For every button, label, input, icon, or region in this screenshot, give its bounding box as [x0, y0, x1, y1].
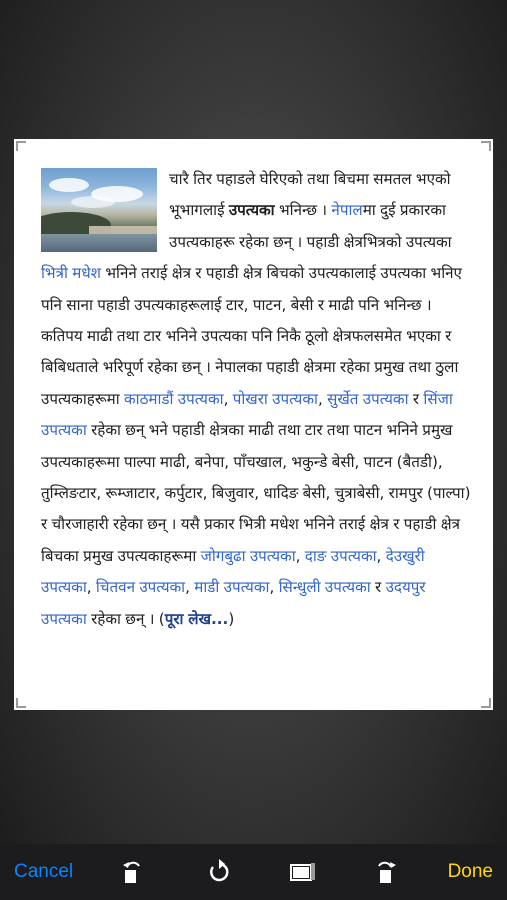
reset-rotation-icon[interactable]: [205, 858, 233, 886]
link-madi-valley[interactable]: माडी उपत्यका: [194, 578, 270, 597]
crop-corner-bottom-left[interactable]: [16, 698, 26, 708]
link-bhitri-madhesh[interactable]: भित्री मधेश: [41, 264, 102, 283]
cloud-shape: [49, 178, 89, 192]
link-pokhara-valley[interactable]: पोखरा उपत्यका: [232, 389, 318, 408]
read-more-link[interactable]: पूरा लेख...: [164, 609, 229, 628]
separator: ,: [295, 546, 305, 565]
crop-corner-bottom-right[interactable]: [481, 698, 491, 708]
lake-shape: [41, 234, 157, 252]
link-dang-valley[interactable]: दाङ उपत्यका: [304, 546, 377, 565]
text-run: रहेका छन् । (: [86, 609, 165, 628]
separator: ,: [223, 389, 233, 408]
separator: ,: [185, 578, 195, 597]
text-run: भनिने तराई क्षेत्र र पहाडी क्षेत्र बिचको उपत्यकालाई उपत्यका भनिए पनि साना पहाडी उपत्यकाहरूलाई टार, पाटन, बेसी र माढी पनि भनिन्छ । कतिपय माढी तथा टार भनिने उपत्यका पनि निकै ठूलो क्षेत्रफलसमेत भएका र बिबिधताले भरिपूर्ण रहेका छन् । नेपालका पहाडी क्षेत्रमा रहेका प्रमुख तथा ठुला उपत्यकाहरूमा: [41, 264, 462, 408]
article-text: [41, 164, 471, 635]
link-sinja-valley[interactable]: सिंजा उपत्यका: [41, 389, 453, 440]
bold-term: उपत्यका: [228, 201, 275, 220]
edit-toolbar: [0, 844, 507, 900]
rotate-right-icon[interactable]: [374, 858, 402, 886]
text-run: रहेका छन् भने पहाडी क्षेत्रका माढी तथा टार तथा पाटन भनिने प्रमुख उपत्यकाहरूमा पाल्पा माढी, बनेपा, पाँचखाल, भकुन्डे बेसी, पाटन (बैतडी), तुम्लिङटार, रूम्जाटार, कर्पुटार, बिजुवार, धादिङ बेसी, चुत्राबेसी, रामपुर (पाल्पा) र चौरजाहारी रहेका छन् । यसै प्रकार भित्री मधेश भनिने तराई क्षेत्र र पहाडी क्षेत्र बिचका प्रमुख उपत्यकाहरूमा: [41, 421, 471, 565]
separator: ,: [269, 578, 279, 597]
separator: ,: [376, 546, 386, 565]
link-udayapur-valley[interactable]: उदयपुर उपत्यका: [41, 578, 426, 628]
text-run: ): [228, 609, 235, 628]
crop-corner-top-right[interactable]: [481, 141, 491, 151]
valley-image: [41, 168, 157, 252]
text-run: भनिन्छ ।: [274, 201, 332, 220]
text-run: चारै तिर पहाडले घेरिएको तथा बिचमा समतल भएको भूभागलाई: [169, 170, 451, 220]
text-run: र: [370, 578, 386, 597]
separator: ,: [86, 578, 96, 597]
rotate-left-icon[interactable]: [119, 858, 147, 886]
done-button[interactable]: Done: [447, 861, 493, 882]
cancel-button[interactable]: Cancel: [14, 861, 74, 882]
scanned-document: [14, 139, 493, 710]
link-nepal[interactable]: नेपाल: [331, 201, 363, 220]
link-surkhet-valley[interactable]: सुर्खेत उपत्यका: [327, 389, 409, 408]
text-run: मा दुई प्रकारका उपत्यकाहरू रहेका छन् । पहाडी क्षेत्रभित्रको उपत्यका: [169, 201, 452, 251]
link-deukhuri-valley[interactable]: देउखुरी उपत्यका: [41, 546, 425, 597]
cloud-shape: [71, 196, 115, 208]
link-sindhuli-valley[interactable]: सिन्धुली उपत्यका: [278, 578, 371, 597]
separator: ,: [317, 389, 328, 408]
link-jogbudha-valley[interactable]: जोगबुढा उपत्यका: [200, 546, 296, 565]
crop-corner-top-left[interactable]: [16, 141, 26, 151]
text-run: र: [408, 389, 424, 408]
link-kathmandu-valley[interactable]: काठमाडौं उपत्यका: [123, 389, 224, 408]
link-chitwan-valley[interactable]: चितवन उपत्यका: [95, 578, 186, 597]
aspect-ratio-icon[interactable]: [289, 858, 317, 886]
